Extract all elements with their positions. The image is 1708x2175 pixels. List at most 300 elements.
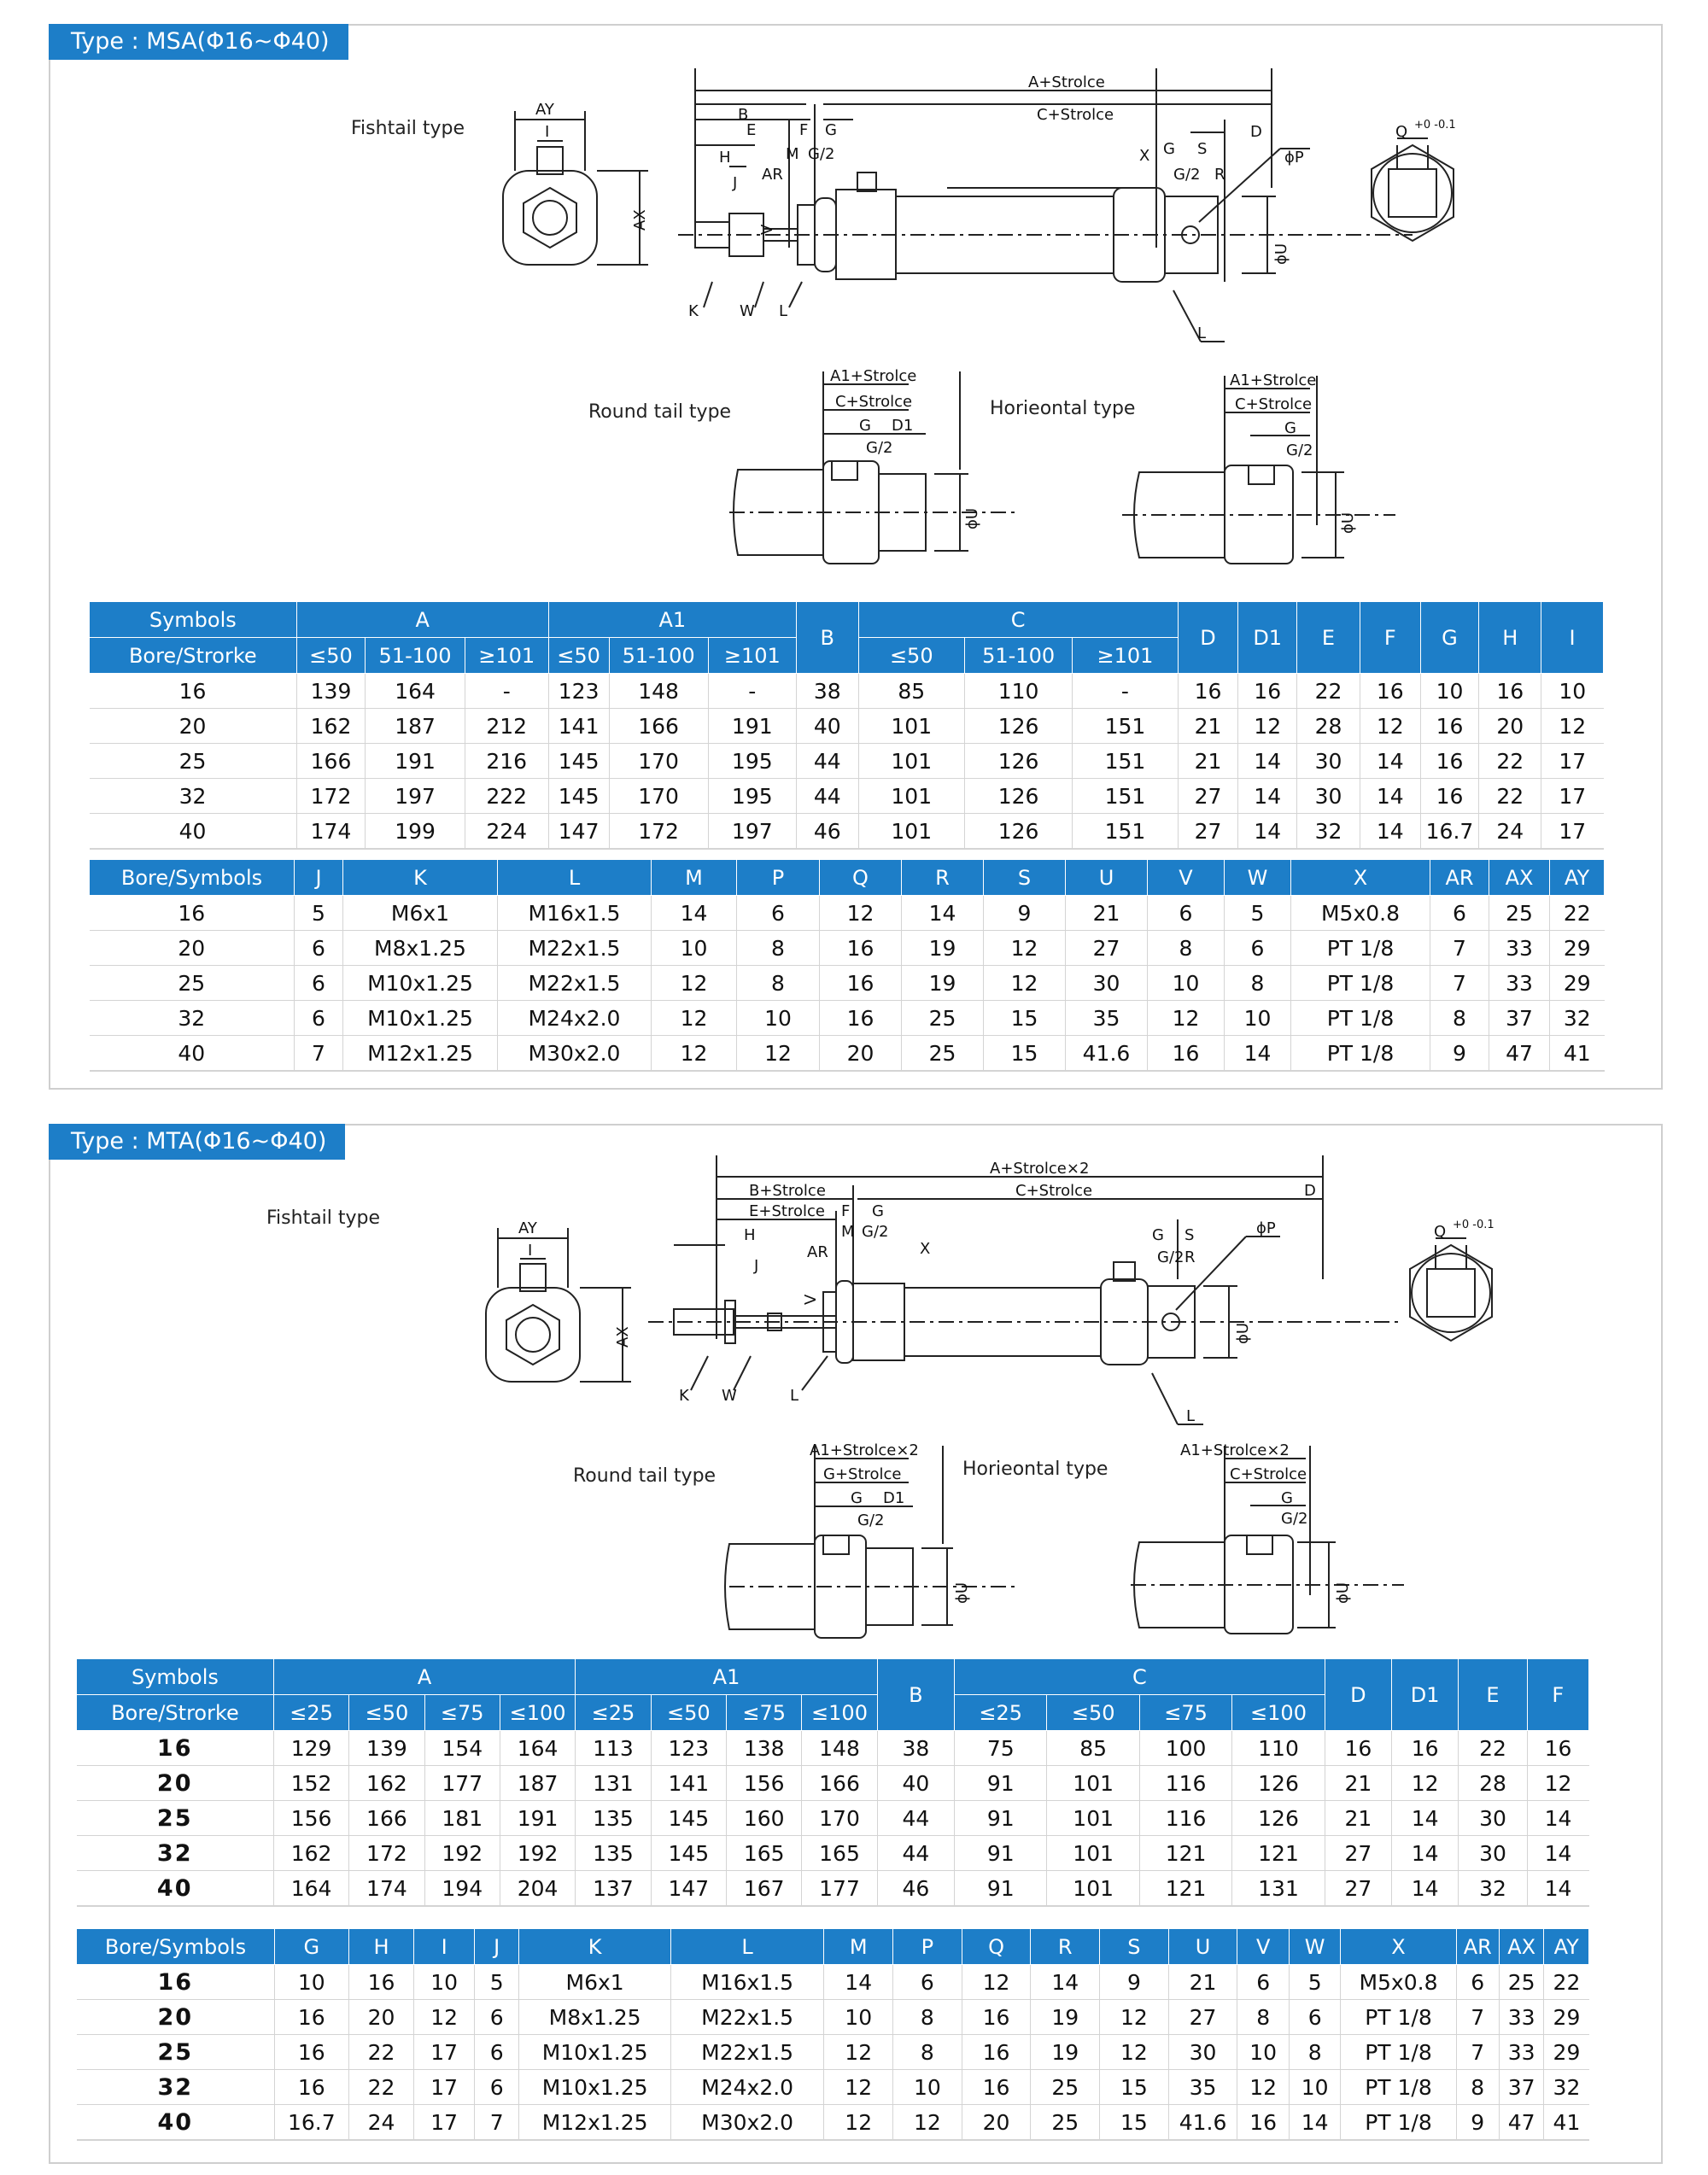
mta-t2-bore-cell: 20 [77, 2000, 275, 2035]
msa-t2-cell: M10x1.25 [343, 1001, 498, 1036]
msa-t1-cell: 14 [1238, 779, 1297, 814]
mta-t1-sub: ≤50 [1047, 1695, 1139, 1731]
mta-t2-cell: 16 [348, 1965, 414, 2000]
mta-t1-cell: 135 [576, 1801, 651, 1836]
mta-t2-header-cell: S [1100, 1929, 1169, 1965]
msa-t1-cell: 197 [708, 814, 796, 850]
msa-t2-cell: 10 [1225, 1001, 1291, 1036]
msa-t1-cell: 126 [964, 709, 1072, 744]
msa-t2-cell: M22x1.5 [498, 931, 652, 966]
mta-roundtail-dim-g2: G/2 [857, 1511, 885, 1529]
mta-dim-l-right: L [1186, 1407, 1196, 1425]
mta-t2-cell: 8 [1456, 2070, 1499, 2105]
msa-t1-sub: ≥101 [465, 638, 548, 674]
mta-t2-row [77, 2000, 1589, 2035]
mta-dim-h: H [744, 1226, 756, 1244]
mta-t2-cell: 12 [1237, 2070, 1290, 2105]
msa-t1-cell: 151 [1073, 709, 1178, 744]
mta-t1-cell: 110 [1232, 1731, 1325, 1766]
msa-t2-cell: 47 [1489, 1036, 1550, 1072]
mta-t1-cell: 121 [1139, 1871, 1231, 1907]
mta-t1-bore-cell: 16 [77, 1731, 274, 1766]
mta-t2-cell: 25 [1499, 1965, 1543, 2000]
msa-t1-sub: ≤50 [858, 638, 964, 674]
msa-t2-cell: 29 [1550, 966, 1605, 1001]
mta-t2-cell: 15 [1100, 2105, 1169, 2141]
msa-t1-sub: ≥101 [1073, 638, 1178, 674]
mta-t2-header-cell: U [1168, 1929, 1237, 1965]
mta-t2-cell: 7 [474, 2105, 518, 2141]
mta-t1-cell: 44 [877, 1836, 954, 1871]
msa-t2-cell: 12 [984, 931, 1066, 966]
mta-t2-cell: 12 [824, 2070, 893, 2105]
mta-t2-cell: 9 [1100, 1965, 1169, 2000]
mta-t1-cell: 32 [1459, 1871, 1527, 1907]
mta-horizontal-dim-a1: A1+Strolce×2 [1180, 1441, 1290, 1459]
mta-t2-header-cell: I [414, 1929, 475, 1965]
mta-t2-cell: 16.7 [274, 2105, 348, 2141]
msa-roundtail-dim-d1: D1 [892, 417, 914, 435]
mta-t2-cell: M8x1.25 [519, 2000, 671, 2035]
msa-t2-cell: PT 1/8 [1291, 931, 1430, 966]
mta-t2-header-cell: P [893, 1929, 962, 1965]
msa-t1-bore-cell: 40 [90, 814, 297, 850]
msa-t2-cell: 7 [295, 1036, 343, 1072]
mta-t1-cell: 148 [802, 1731, 877, 1766]
msa-t1-header-g: G [1420, 602, 1479, 674]
msa-t2-header-cell: P [737, 860, 820, 896]
mta-t2-cell: M22x1.5 [670, 2000, 824, 2035]
msa-side-view-drawing [678, 60, 1413, 350]
msa-t2-bore-cell: 32 [90, 1001, 295, 1036]
mta-t1-bore-cell: 40 [77, 1871, 274, 1907]
mta-t1-cell: 40 [877, 1766, 954, 1801]
mta-t2-header-cell: AX [1499, 1929, 1543, 1965]
msa-t1-row [90, 779, 1604, 814]
msa-dim-d: D [1250, 123, 1262, 141]
msa-t1-cell: 199 [366, 814, 465, 850]
mta-t2-cell: M22x1.5 [670, 2035, 824, 2070]
mta-t2-row [77, 2105, 1589, 2141]
mta-t1-cell: 16 [1392, 1731, 1459, 1766]
msa-t1-sub-bore: Bore/Strorke [90, 638, 297, 674]
msa-t1-cell: 166 [609, 709, 708, 744]
mta-dim-x: X [920, 1240, 931, 1258]
mta-dim-phi-u: ϕU [1234, 1322, 1252, 1344]
msa-t2-cell: 5 [295, 896, 343, 931]
msa-t1-cell: 20 [1479, 709, 1541, 744]
msa-t2-cell: 19 [902, 931, 984, 966]
msa-dim-q: Q [1395, 123, 1408, 141]
msa-dim-e: E [746, 121, 757, 139]
mta-t2-bore-cell: 32 [77, 2070, 275, 2105]
mta-t1-cell: 14 [1392, 1801, 1459, 1836]
msa-roundtail-dim-a1: A1+Strolce [830, 367, 917, 385]
mta-t2-cell: 14 [1289, 2105, 1341, 2141]
msa-roundtail-dim-phi-u: ϕU [963, 507, 981, 529]
msa-t2-bore-cell: 25 [90, 966, 295, 1001]
mta-t1-cell: 152 [273, 1766, 348, 1801]
msa-dim-l-right: L [1197, 324, 1207, 342]
msa-t2-header-cell: J [295, 860, 343, 896]
mta-t2-header-cell: K [519, 1929, 671, 1965]
mta-t2-cell: 27 [1168, 2000, 1237, 2035]
mta-dim-g2-right: G/2 [1157, 1248, 1184, 1266]
msa-t2-cell: 8 [737, 966, 820, 1001]
mta-t1-cell: 91 [955, 1836, 1047, 1871]
msa-t1-cell: 174 [296, 814, 366, 850]
msa-t2-cell: 25 [902, 1036, 984, 1072]
msa-t1-cell: 151 [1073, 744, 1178, 779]
msa-t2-cell: M30x2.0 [498, 1036, 652, 1072]
msa-t1-cell: 12 [1541, 709, 1604, 744]
msa-t1-cell: 224 [465, 814, 548, 850]
msa-dim-l: L [779, 302, 788, 320]
msa-t1-cell: 27 [1178, 814, 1238, 850]
mta-t2-cell: 6 [474, 2035, 518, 2070]
mta-t2-cell: 12 [824, 2105, 893, 2141]
mta-t2-cell: 7 [1456, 2000, 1499, 2035]
mta-dim-w: W [722, 1387, 737, 1405]
mta-t1-cell: 101 [1047, 1766, 1139, 1801]
mta-t1-cell: 101 [1047, 1801, 1139, 1836]
msa-t2-header-cell: AY [1550, 860, 1605, 896]
mta-t1-cell: 145 [651, 1801, 726, 1836]
mta-t2-header-cell: V [1237, 1929, 1290, 1965]
mta-t1-cell: 126 [1232, 1766, 1325, 1801]
mta-t2-cell: PT 1/8 [1341, 2070, 1456, 2105]
msa-dim-r: R [1214, 166, 1225, 184]
msa-t2-cell: 35 [1066, 1001, 1148, 1036]
mta-t1-cell: 27 [1325, 1836, 1391, 1871]
mta-t1-cell: 101 [1047, 1836, 1139, 1871]
mta-t2-cell: M12x1.25 [519, 2105, 671, 2141]
mta-t1-header-d: D [1325, 1659, 1391, 1731]
msa-t2-cell: 12 [820, 896, 902, 931]
mta-t2-cell: 17 [414, 2070, 475, 2105]
msa-t1-cell: 139 [296, 674, 366, 709]
msa-dim-w: W [740, 302, 755, 320]
mta-t2-cell: 41 [1544, 2105, 1589, 2141]
msa-t2-cell: 33 [1489, 931, 1550, 966]
mta-t1-cell: 75 [955, 1731, 1047, 1766]
mta-t2-cell: M5x0.8 [1341, 1965, 1456, 2000]
msa-t2-cell: 8 [1148, 931, 1225, 966]
msa-t2-cell: 32 [1550, 1001, 1605, 1036]
msa-t2-cell: 25 [1489, 896, 1550, 931]
msa-t1-cell: 22 [1479, 744, 1541, 779]
mta-t2-header-cell: L [670, 1929, 824, 1965]
msa-t1-header-a: A [296, 602, 548, 638]
msa-roundtail-dim-c: C+Strolce [835, 393, 913, 411]
msa-t2-cell: M12x1.25 [343, 1036, 498, 1072]
mta-t1-cell: 14 [1392, 1836, 1459, 1871]
msa-t2-header-cell: Bore/Symbols [90, 860, 295, 896]
mta-t2-cell: 22 [348, 2035, 414, 2070]
msa-t1-cell: 222 [465, 779, 548, 814]
mta-t2-cell: 12 [824, 2035, 893, 2070]
msa-t1-row [90, 744, 1604, 779]
mta-roundtail-dim-g: G [851, 1489, 863, 1507]
msa-dim-g2-right: G/2 [1173, 166, 1201, 184]
msa-t1-cell: 21 [1178, 709, 1238, 744]
msa-t1-cell: 12 [1238, 709, 1297, 744]
mta-dim-j: J [754, 1257, 759, 1275]
msa-t2-cell: 6 [1148, 896, 1225, 931]
msa-roundtail-dim-g2: G/2 [866, 439, 893, 457]
msa-t1-header-c: C [858, 602, 1178, 638]
mta-dim-e-stroke: E+Strolce [749, 1202, 825, 1220]
msa-t2-row [90, 1001, 1605, 1036]
mta-t1-cell: 126 [1232, 1801, 1325, 1836]
mta-t2-cell: 8 [1237, 2000, 1290, 2035]
mta-t1-cell: 154 [424, 1731, 500, 1766]
msa-t2-cell: 10 [1148, 966, 1225, 1001]
mta-dim-a-stroke: A+Strolce×2 [990, 1160, 1090, 1178]
mta-t2-cell: 6 [474, 2000, 518, 2035]
mta-t1-header-d1: D1 [1392, 1659, 1459, 1731]
mta-t1-cell: 121 [1139, 1836, 1231, 1871]
msa-horizontal-dim-g2: G/2 [1286, 441, 1313, 459]
msa-t2-cell: M10x1.25 [343, 966, 498, 1001]
msa-dim-a-stroke: A+Strolce [1028, 73, 1105, 91]
msa-t1-sub: ≤50 [296, 638, 366, 674]
msa-t2-header-cell: R [902, 860, 984, 896]
mta-t1-header-symbols: Symbols [77, 1659, 274, 1695]
msa-t2-bore-cell: 40 [90, 1036, 295, 1072]
msa-dim-phi-p: ϕP [1284, 149, 1304, 167]
mta-t2-cell: 16 [962, 2070, 1031, 2105]
msa-t2-cell: 8 [737, 931, 820, 966]
mta-t1-cell: 137 [576, 1871, 651, 1907]
msa-t2-header-cell: K [343, 860, 498, 896]
mta-t1-cell: 156 [727, 1766, 802, 1801]
mta-horizontal-dim-c: C+Strolce [1230, 1465, 1307, 1483]
mta-t2-cell: 16 [962, 2000, 1031, 2035]
mta-t1-cell: 101 [1047, 1871, 1139, 1907]
mta-dim-q: Q [1434, 1223, 1447, 1241]
msa-t2-row [90, 966, 1605, 1001]
mta-t1-sub: ≤75 [424, 1695, 500, 1731]
mta-t1-sub: ≤25 [576, 1695, 651, 1731]
msa-t2-cell: 6 [295, 966, 343, 1001]
mta-t2-cell: 8 [1289, 2035, 1341, 2070]
mta-t1-bore-cell: 32 [77, 1836, 274, 1871]
mta-t1-cell: 14 [1527, 1871, 1588, 1907]
msa-horizontal-dim-c: C+Strolce [1235, 395, 1313, 413]
msa-t1-cell: 162 [296, 709, 366, 744]
msa-t1-cell: 27 [1178, 779, 1238, 814]
msa-t1-cell: 141 [548, 709, 609, 744]
mta-t2-row [77, 1965, 1589, 2000]
mta-horizontal-label: Horieontal type [962, 1459, 1108, 1480]
mta-t1-cell: 181 [424, 1801, 500, 1836]
mta-t2-cell: 12 [962, 1965, 1031, 2000]
mta-t1-sub-bore: Bore/Strorke [77, 1695, 274, 1731]
msa-t2-cell: M8x1.25 [343, 931, 498, 966]
mta-t1-cell: 121 [1232, 1836, 1325, 1871]
mta-dim-b-stroke: B+Strolce [749, 1182, 826, 1200]
mta-dim-s: S [1184, 1226, 1195, 1244]
msa-t1-cell: 16 [1479, 674, 1541, 709]
msa-t1-cell: 151 [1073, 779, 1178, 814]
msa-t2-cell: M24x2.0 [498, 1001, 652, 1036]
mta-dim-ay: AY [518, 1219, 537, 1237]
mta-t1-cell: 91 [955, 1801, 1047, 1836]
mta-roundtail-dim-phi-u: ϕU [953, 1582, 971, 1604]
mta-t1-cell: 22 [1459, 1731, 1527, 1766]
msa-t1-cell: 14 [1238, 814, 1297, 850]
mta-t2-cell: M24x2.0 [670, 2070, 824, 2105]
msa-t1-cell: 40 [796, 709, 858, 744]
mta-t2-header-cell: J [474, 1929, 518, 1965]
mta-t2-cell: 15 [1100, 2070, 1169, 2105]
mta-t2-cell: 9 [1456, 2105, 1499, 2141]
mta-t2-cell: 33 [1499, 2035, 1543, 2070]
msa-t2-cell: 16 [1148, 1036, 1225, 1072]
mta-t2-cell: PT 1/8 [1341, 2035, 1456, 2070]
mta-t1-cell: 30 [1459, 1801, 1527, 1836]
msa-t1-cell: 16 [1420, 744, 1479, 779]
msa-t1-cell: 85 [858, 674, 964, 709]
mta-t2-cell: 41.6 [1168, 2105, 1237, 2141]
msa-t2-cell: 27 [1066, 931, 1148, 966]
mta-t1-cell: 191 [500, 1801, 575, 1836]
mta-t2-cell: PT 1/8 [1341, 2105, 1456, 2141]
mta-t2-header-cell: Bore/Symbols [77, 1929, 275, 1965]
msa-type-label: Type : MSA(Φ16~Φ40) [49, 24, 348, 60]
mta-t2-header-cell: M [824, 1929, 893, 1965]
mta-t2-cell: M6x1 [519, 1965, 671, 2000]
msa-t2-cell: 10 [737, 1001, 820, 1036]
msa-t2-cell: 9 [984, 896, 1066, 931]
mta-t2-cell: 25 [1031, 2105, 1100, 2141]
msa-t1-sub: 51-100 [964, 638, 1072, 674]
mta-fishtail-label: Fishtail type [266, 1207, 381, 1229]
mta-t2-row [77, 2070, 1589, 2105]
mta-t1-cell: 145 [651, 1836, 726, 1871]
msa-t2-header-cell: X [1291, 860, 1430, 896]
mta-t2-cell: 30 [1168, 2035, 1237, 2070]
msa-t2-header-cell: Q [820, 860, 902, 896]
msa-t2-cell: 20 [820, 1036, 902, 1072]
mta-panel [49, 1124, 1663, 2164]
msa-dim-k: K [688, 302, 699, 320]
mta-t2-cell: 10 [824, 2000, 893, 2035]
mta-t2-cell: 16 [1237, 2105, 1290, 2141]
mta-t1-cell: 167 [727, 1871, 802, 1907]
msa-t1-cell: 30 [1297, 779, 1360, 814]
mta-roundtail-drawing [729, 1441, 1020, 1638]
mta-horizontal-dim-phi-u: ϕU [1334, 1582, 1352, 1604]
mta-t1-cell: 16 [1325, 1731, 1391, 1766]
msa-t1-cell: 21 [1178, 744, 1238, 779]
msa-t2-cell: 41.6 [1066, 1036, 1148, 1072]
mta-t2-cell: 7 [1456, 2035, 1499, 2070]
msa-t1-cell: 17 [1541, 779, 1604, 814]
mta-t2-header-cell: W [1289, 1929, 1341, 1965]
msa-t1-cell: 164 [366, 674, 465, 709]
mta-t2-header-cell: G [274, 1929, 348, 1965]
msa-t2-cell: 16 [820, 931, 902, 966]
mta-t1-cell: 91 [955, 1766, 1047, 1801]
msa-dim-ar: AR [762, 166, 783, 184]
mta-dim-g-right: G [1152, 1226, 1164, 1244]
mta-t1-bore-cell: 20 [77, 1766, 274, 1801]
mta-t2-bore-cell: 40 [77, 2105, 275, 2141]
mta-t1-cell: 192 [424, 1836, 500, 1871]
msa-t1-cell: 195 [708, 779, 796, 814]
msa-t2-cell: 8 [1430, 1001, 1489, 1036]
msa-t2-cell: 33 [1489, 966, 1550, 1001]
msa-t1-row [90, 674, 1604, 709]
msa-t2-header-cell: S [984, 860, 1066, 896]
mta-roundtail-label: Round tail type [573, 1465, 717, 1487]
msa-t2-cell: 6 [1430, 896, 1489, 931]
mta-t1-row [77, 1731, 1589, 1766]
mta-dim-k: K [679, 1387, 689, 1405]
mta-t2-cell: 16 [274, 2070, 348, 2105]
msa-t2-cell: M6x1 [343, 896, 498, 931]
msa-t2-cell: 15 [984, 1036, 1066, 1072]
msa-t1-cell: 101 [858, 744, 964, 779]
msa-t2-cell: 12 [737, 1036, 820, 1072]
mta-t1-sub: ≤50 [349, 1695, 424, 1731]
msa-dimension-table-1 [89, 601, 1604, 850]
mta-t2-cell: 19 [1031, 2035, 1100, 2070]
msa-t2-cell: 7 [1430, 966, 1489, 1001]
msa-t2-header-cell: U [1066, 860, 1148, 896]
msa-t2-bore-cell: 20 [90, 931, 295, 966]
msa-t2-cell: 6 [1225, 931, 1291, 966]
msa-t2-cell: 41 [1550, 1036, 1605, 1072]
mta-t1-cell: 14 [1392, 1871, 1459, 1907]
msa-dim-j: J [733, 174, 738, 192]
msa-horizontal-label: Horieontal type [990, 398, 1136, 419]
msa-t2-cell: 6 [295, 931, 343, 966]
mta-t1-cell: 14 [1527, 1836, 1588, 1871]
msa-t2-header-cell: V [1148, 860, 1225, 896]
mta-t2-cell: 37 [1499, 2070, 1543, 2105]
mta-t1-cell: 21 [1325, 1801, 1391, 1836]
msa-t2-cell: PT 1/8 [1291, 1001, 1430, 1036]
msa-t2-cell: M5x0.8 [1291, 896, 1430, 931]
mta-dim-l: L [790, 1387, 799, 1405]
mta-t2-cell: M30x2.0 [670, 2105, 824, 2141]
mta-t2-cell: 10 [1289, 2070, 1341, 2105]
msa-t2-header-cell: L [498, 860, 652, 896]
mta-t2-cell: 20 [348, 2000, 414, 2035]
mta-dim-r: R [1184, 1248, 1196, 1266]
msa-dim-c-stroke: C+Strolce [1037, 106, 1114, 124]
msa-t1-cell: 16.7 [1420, 814, 1479, 850]
msa-t2-header-cell: W [1225, 860, 1291, 896]
mta-t2-header-cell: R [1031, 1929, 1100, 1965]
mta-t1-sub: ≤100 [802, 1695, 877, 1731]
mta-t2-bore-cell: 25 [77, 2035, 275, 2070]
msa-t2-cell: 19 [902, 966, 984, 1001]
msa-t1-cell: 187 [366, 709, 465, 744]
msa-t1-sub: 51-100 [609, 638, 708, 674]
mta-t1-row [77, 1871, 1589, 1907]
msa-t1-cell: 126 [964, 814, 1072, 850]
msa-t1-sub: ≤50 [548, 638, 609, 674]
msa-t1-cell: 110 [964, 674, 1072, 709]
msa-t2-cell: M16x1.5 [498, 896, 652, 931]
mta-t1-header-f: F [1527, 1659, 1588, 1731]
mta-t2-cell: 6 [1456, 1965, 1499, 2000]
mta-t2-cell: 29 [1544, 2035, 1589, 2070]
